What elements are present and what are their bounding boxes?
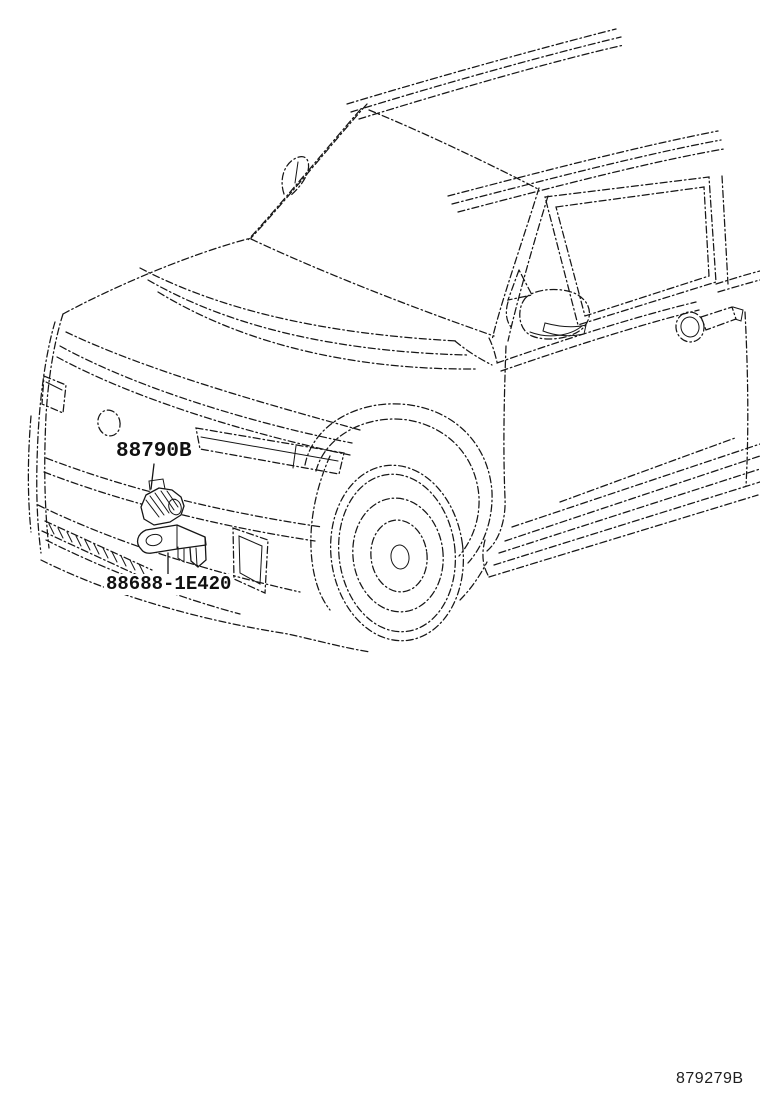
windshield (247, 104, 548, 341)
rocker-panel (483, 444, 760, 577)
figure-code: 879279B (676, 1070, 744, 1087)
grille (57, 332, 360, 455)
part-callout-sensor: 88790B (116, 440, 192, 463)
roof-lines (347, 29, 724, 212)
headlamp (196, 428, 344, 474)
front-bumper (38, 456, 370, 652)
ambient-temp-sensor-drawing (141, 479, 184, 525)
part-callout-bracket: 88688-1E420 (106, 573, 232, 595)
sensor-bracket-drawing (138, 525, 206, 567)
front-left-corner (28, 314, 66, 553)
brand-emblem (95, 408, 123, 439)
leader-line-sensor (151, 464, 154, 489)
front-wheel (305, 404, 492, 649)
lower-grille-vent (42, 521, 152, 580)
door-handle (673, 307, 743, 345)
side-mirror (506, 270, 589, 339)
antenna (282, 157, 309, 196)
hood-lines (63, 238, 492, 369)
